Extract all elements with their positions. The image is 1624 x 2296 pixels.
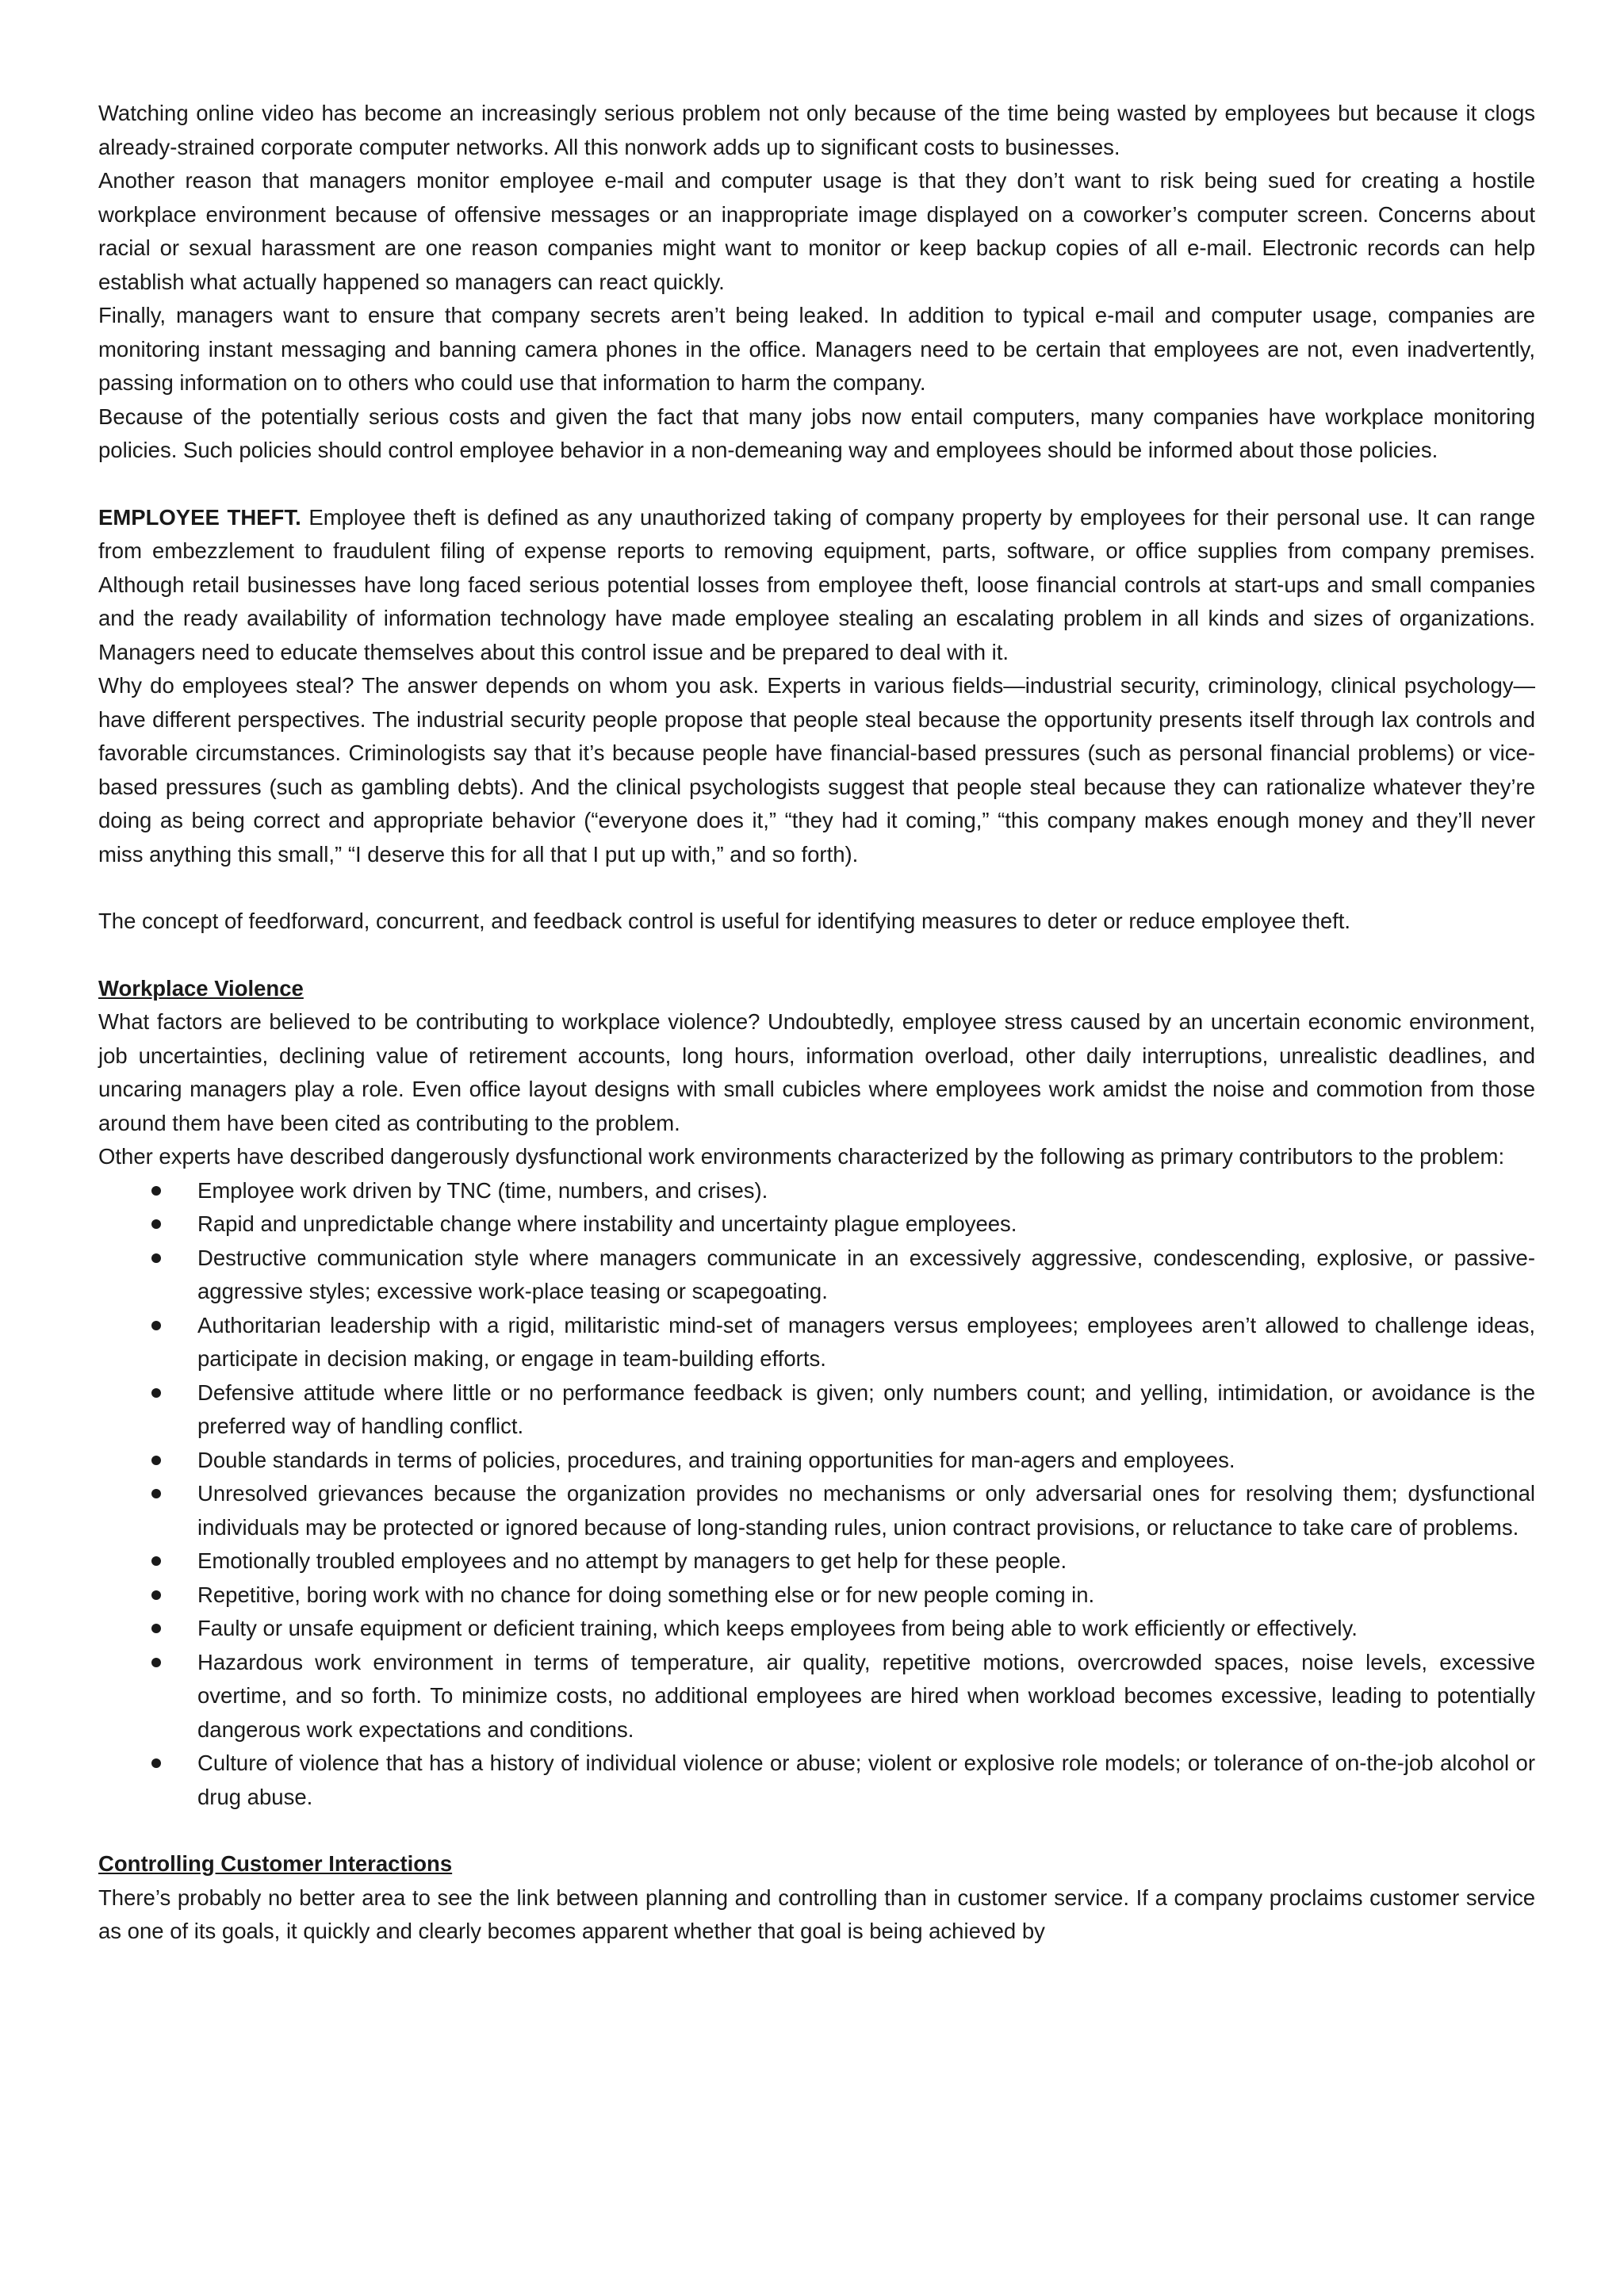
paragraph-monitoring-policies: Because of the potentially serious costs and given the fact that many jobs now entail computers, many companies have workplace monitoring policies. Such policies should control employee behavior in a non-demeaning way and employees should be informed about those policies.	[98, 404, 1535, 462]
spacer	[98, 468, 1535, 501]
employee-theft-intro: Employee theft is defined as any unauthorized taking of company property by employees for their personal use. It can range from embezzlement to fraudulent filing of expense reports to removing equipment, parts, software, or office supplies from company premises. Although retail businesses have long faced serious potential losses from employee theft, loose financial controls at start-ups and small companies and the ready availability of information technology have made employee stealing an escalating problem in all kinds and sizes of organizations. Managers need to educate themselves about this control issue and be prepared to deal with it.	[98, 504, 1536, 664]
list-item	[197, 1544, 1535, 1578]
bullet-icon	[151, 1219, 161, 1229]
employee-theft-heading: EMPLOYEE THEFT.	[98, 504, 301, 530]
list-item	[197, 1477, 1535, 1544]
list-item-text: Authoritarian leadership with a rigid, militaristic mind-set of managers versus employees; employees aren’t allowed to challenge ideas, participate in decision making, or engage in team-building efforts.	[197, 1312, 1535, 1371]
list-item	[197, 1612, 1535, 1646]
bullet-icon	[151, 1253, 161, 1263]
paragraph-customer-service: There’s probably no better area to see the link between planning and controlling than in customer service. If a company proclaims customer service as one of its goals, it quickly and clearly becomes apparent whether that goal is being achieved by	[98, 1885, 1535, 1943]
workplace-violence-heading: Workplace Violence	[98, 975, 304, 1001]
list-item-text: Destructive communication style where managers communicate in an excessively aggressive, condescending, explosive, or passive-aggressive styles; excessive work-place teasing or scapegoating.	[197, 1245, 1535, 1303]
paragraph-control-concept: The concept of feedforward, concurrent, and feedback control is useful for identifying measures to deter or reduce employee theft.	[98, 909, 1351, 933]
bullet-icon	[151, 1658, 161, 1667]
list-item-text: Emotionally troubled employees and no attempt by managers to get help for these people.	[197, 1548, 1067, 1573]
violence-contributors-list	[98, 1174, 1535, 1815]
customer-interactions-heading: Controlling Customer Interactions	[98, 1851, 453, 1876]
spacer	[98, 1814, 1535, 1847]
list-item-text: Hazardous work environment in terms of temperature, air quality, repetitive motions, overcrowded spaces, noise levels, excessive overtime, and so forth. To minimize costs, no additional employees are hired when workload becomes excessive, leading to potentially dangerous work expectations and conditions.	[197, 1649, 1535, 1742]
list-item	[197, 1242, 1535, 1309]
list-item-text: Culture of violence that has a history of individual violence or abuse; violent or explosive role models; or tolerance of on-the-job alcohol or drug abuse.	[197, 1751, 1535, 1809]
list-item	[197, 1578, 1535, 1613]
bullet-icon	[151, 1186, 161, 1196]
bullet-icon	[151, 1456, 161, 1465]
document-page	[98, 97, 1535, 1949]
bullet-icon	[151, 1758, 161, 1768]
bullet-icon	[151, 1556, 161, 1566]
paragraph-violence-experts: Other experts have described dangerously dysfunctional work environments characterized by the following as primary contributors to the problem:	[98, 1144, 1505, 1169]
list-item	[197, 1174, 1535, 1208]
paragraph-online-video: Watching online video has become an increasingly serious problem not only because of the time being wasted by employees but because it clogs already-strained corporate computer networks. All this nonwork adds up to significant costs to businesses.	[98, 101, 1535, 159]
list-item-text: Unresolved grievances because the organization provides no mechanisms or only adversarial ones for resolving them; dysfunctional individuals may be protected or ignored because of long-standing rules, union contract provisions, or reluctance to take care of problems.	[197, 1481, 1535, 1540]
paragraph-violence-factors: What factors are believed to be contributing to workplace violence? Undoubtedly, employee stress caused by an uncertain economic environment, job uncertainties, declining value of retirement accounts, long hours, information overload, other daily interruptions, unrealistic deadlines, and uncaring managers play a role. Even office layout designs with small cubicles where employees work amidst the noise and commotion from those around them have been cited as contributing to the problem.	[98, 1009, 1535, 1135]
list-item	[197, 1747, 1535, 1814]
list-item	[197, 1646, 1535, 1747]
list-item-text: Employee work driven by TNC (time, numbers, and crises).	[197, 1177, 768, 1203]
bullet-icon	[151, 1388, 161, 1398]
spacer	[98, 871, 1535, 905]
paragraph-company-secrets: Finally, managers want to ensure that company secrets aren’t being leaked. In addition to typical e-mail and computer usage, companies are monitoring instant messaging and banning camera phones in the office. Managers need to be certain that employees are not, even inadvertently, passing information on to others who could use that information to harm the company.	[98, 303, 1535, 395]
list-item-text: Double standards in terms of policies, procedures, and training opportunities for man-agers and employees.	[197, 1447, 1235, 1472]
bullet-icon	[151, 1590, 161, 1600]
bullet-icon	[151, 1489, 161, 1498]
list-item-text: Faulty or unsafe equipment or deficient training, which keeps employees from being able to work efficiently or effectively.	[197, 1616, 1358, 1640]
bullet-icon	[151, 1624, 161, 1633]
list-item-text: Defensive attitude where little or no performance feedback is given; only numbers count; and yelling, intimidation, or avoidance is the preferred way of handling conflict.	[197, 1380, 1535, 1438]
spacer	[98, 939, 1535, 972]
paragraph-employee-theft	[98, 501, 1535, 670]
list-item-text: Repetitive, boring work with no chance for doing something else or for new people coming in.	[197, 1582, 1095, 1607]
paragraph-hostile-environment: Another reason that managers monitor employee e-mail and computer usage is that they don’t want to risk being sued for creating a hostile workplace environment because of offensive messages or an inappropriate image displayed on a coworker’s computer screen. Concerns about racial or sexual harassment are one reason companies might want to monitor or keep backup copies of all e-mail. Electronic records can help establish what actually happened so managers can react quickly.	[98, 168, 1535, 294]
list-item	[197, 1444, 1535, 1478]
list-item	[197, 1309, 1535, 1376]
list-item	[197, 1207, 1535, 1242]
bullet-icon	[151, 1321, 161, 1330]
list-item-text: Rapid and unpredictable change where instability and uncertainty plague employees.	[197, 1211, 1017, 1236]
list-item	[197, 1376, 1535, 1444]
paragraph-why-steal: Why do employees steal? The answer depends on whom you ask. Experts in various fields—industrial security, criminology, clinical psychology—have different perspectives. The industrial security people propose that people steal because the opportunity presents itself through lax controls and favorable circumstances. Criminologists say that it’s because people have financial-based pressures (such as personal financial problems) or vice-based pressures (such as gambling debts). And the clinical psychologists suggest that people steal because they can rationalize whatever they’re doing as being correct and appropriate behavior (“everyone does it,” “they had it coming,” “this company makes enough money and they’ll never miss anything this small,” “I deserve this for all that I put up with,” and so forth).	[98, 673, 1535, 867]
